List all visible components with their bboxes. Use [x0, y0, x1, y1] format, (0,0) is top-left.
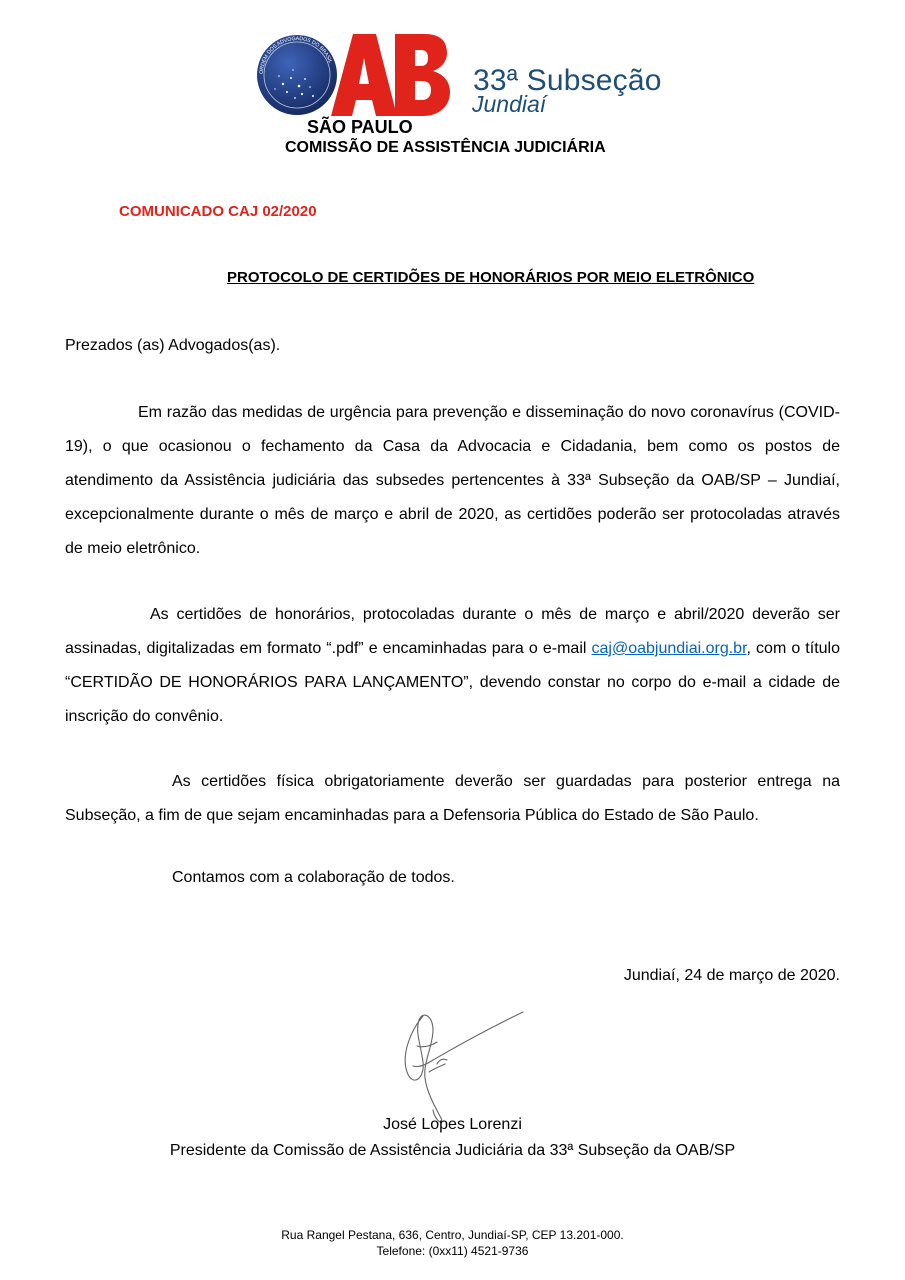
subsecao-number: 33ª Subseção — [473, 64, 662, 97]
signer-name: José Lopes Lorenzi — [383, 1116, 522, 1133]
paragraph-4: Contamos com a colaboração de todos. — [172, 869, 455, 886]
signer-title: Presidente da Comissão de Assistência Judiciária da 33ª Subseção da OAB/SP — [169, 1142, 736, 1159]
commission-title: COMISSÃO DE ASSISTÊNCIA JUDICIÁRIA — [285, 139, 606, 156]
paragraph-2 — [65, 598, 840, 734]
handwritten-signature — [393, 1006, 528, 1126]
state-label: SÃO PAULO — [307, 117, 413, 137]
paragraph-1-text: Em razão das medidas de urgência para prevenção e disseminação do novo coronavírus (COVID-19), o que ocasionou o fechamento da Casa da Advocacia e Cidadania, bem como os postos de atendimento da Assistência judiciária das subsedes pertencentes à 33ª Subseção da OAB/SP – Jundiaí, excepcionalmente durante o mês de março e abril de 2020, as certidões poderão ser protocoladas através de meio eletrônico. — [65, 404, 840, 557]
footer-address: Rua Rangel Pestana, 636, Centro, Jundiaí-SP, CEP 13.201-000. — [281, 1228, 624, 1242]
communique-number: COMUNICADO CAJ 02/2020 — [119, 203, 317, 220]
logo-ring-text: ORDEM DOS ADVOGADOS DO BRASIL — [258, 35, 334, 75]
greeting: Prezados (as) Advogados(as). — [65, 337, 281, 354]
paragraph-2-text-after: , com o título “CERTIDÃO DE HONORÁRIOS PARA LANÇAMENTO”, devendo constar no corpo do e-mail a cidade de inscrição do convênio. — [65, 640, 840, 725]
paragraph-1 — [65, 396, 840, 566]
subsecao-city: Jundiaí — [472, 91, 547, 117]
document-subject: PROTOCOLO DE CERTIDÕES DE HONORÁRIOS POR MEIO ELETRÔNICO — [227, 269, 755, 286]
footer-phone: Telefone: (0xx11) 4521-9736 — [376, 1244, 529, 1258]
paragraph-3-text: As certidões física obrigatoriamente deverão ser guardadas para posterior entrega na Subseção, a fim de que sejam encaminhadas para a Defensoria Pública do Estado de São Paulo. — [65, 773, 840, 824]
email-link[interactable]: caj@oabjundiai.org.br — [591, 640, 747, 657]
paragraph-3 — [65, 765, 840, 833]
paragraph-2-text-before: As certidões de honorários, protocoladas durante o mês de março e abril/2020 deverão ser assinadas, digitalizadas em formato “.pdf” e encaminhadas para o e-mail — [65, 606, 840, 657]
oab-logo — [255, 34, 450, 116]
document-date: Jundiaí, 24 de março de 2020. — [623, 967, 840, 984]
